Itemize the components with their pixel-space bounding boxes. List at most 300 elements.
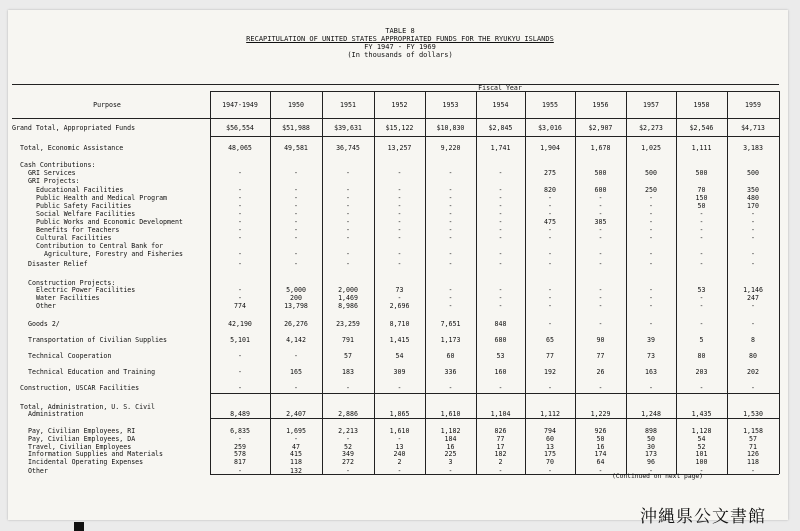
table-cell: 2,213 bbox=[338, 427, 358, 435]
row-label: Educational Facilities bbox=[36, 186, 124, 194]
table-cell: - bbox=[346, 234, 350, 242]
table-cell: 118 bbox=[747, 458, 759, 466]
table-cell: - bbox=[346, 384, 350, 392]
table-cell: 898 bbox=[645, 427, 657, 435]
table-cell: - bbox=[649, 320, 653, 328]
table-cell: - bbox=[294, 250, 298, 258]
row-label: GRI Projects: bbox=[28, 177, 80, 185]
table-cell: - bbox=[238, 286, 242, 294]
table-cell: 5 bbox=[699, 336, 704, 344]
table-cell: 49,581 bbox=[284, 144, 308, 152]
row-label: Other bbox=[36, 302, 56, 310]
table-cell: - bbox=[294, 384, 298, 392]
row-label: Contribution to Central Bank for bbox=[36, 242, 164, 250]
year-header: 1957 bbox=[643, 101, 659, 109]
table-cell: - bbox=[294, 234, 298, 242]
table-cell: 174 bbox=[594, 450, 607, 458]
table-cell: 60 bbox=[446, 352, 455, 360]
table-cell: 183 bbox=[342, 368, 354, 376]
table-cell: - bbox=[598, 226, 603, 234]
table-cell: - bbox=[699, 302, 704, 310]
table-cell: 70 bbox=[546, 458, 554, 466]
table-cell: $56,554 bbox=[226, 124, 254, 132]
table-cell: - bbox=[751, 320, 755, 328]
table-cell: 3,183 bbox=[743, 144, 763, 152]
table-cell: - bbox=[548, 260, 552, 268]
header-bottom-rule bbox=[12, 118, 779, 119]
table-cell: 8,986 bbox=[338, 302, 358, 310]
table-cell: - bbox=[699, 260, 704, 268]
table-cell: 192 bbox=[544, 368, 556, 376]
table-cell: - bbox=[548, 294, 552, 302]
table-cell: 90 bbox=[596, 336, 605, 344]
year-header: 1958 bbox=[693, 101, 710, 109]
table-cell: 1,530 bbox=[743, 410, 763, 418]
table-number: TABLE 8 bbox=[385, 27, 415, 35]
table-cell: 2 bbox=[397, 458, 402, 466]
table-cell: 52 bbox=[697, 443, 706, 451]
table-cell: 200 bbox=[290, 294, 302, 302]
table-cell: 65 bbox=[546, 336, 554, 344]
table-cell: - bbox=[699, 250, 704, 258]
row-label: Other bbox=[28, 467, 48, 475]
table-cell: - bbox=[498, 226, 503, 234]
table-cell: 23,259 bbox=[336, 320, 360, 328]
table-cell: 820 bbox=[544, 186, 556, 194]
table-cell: 350 bbox=[747, 186, 759, 194]
table-cell: - bbox=[238, 352, 242, 360]
table-cell: 7,651 bbox=[440, 320, 461, 328]
table-cell: $10,830 bbox=[436, 124, 465, 132]
table-cell: - bbox=[649, 218, 653, 226]
table-cell: 600 bbox=[594, 186, 607, 194]
table-cell: 160 bbox=[494, 368, 507, 376]
table-cell: - bbox=[699, 218, 704, 226]
table-cell: 170 bbox=[747, 202, 759, 210]
table-cell: 26,276 bbox=[284, 320, 308, 328]
table-cell: 309 bbox=[393, 368, 406, 376]
year-header: 1952 bbox=[391, 101, 408, 109]
table-cell: 848 bbox=[494, 320, 507, 328]
table-cell: 9,220 bbox=[440, 144, 461, 152]
table-cell: - bbox=[649, 250, 653, 258]
table-cell: 132 bbox=[290, 467, 302, 475]
row-label: GRI Services bbox=[28, 169, 76, 177]
table-cell: - bbox=[548, 250, 552, 258]
table-cell: 165 bbox=[290, 368, 302, 376]
table-cell: 2,407 bbox=[286, 410, 306, 418]
table-cell: - bbox=[751, 218, 755, 226]
table-cell: 182 bbox=[494, 450, 507, 458]
table-cell: - bbox=[498, 234, 503, 242]
row-label: Disaster Relief bbox=[28, 260, 88, 268]
table-cell: 54 bbox=[697, 435, 706, 443]
table-cell: - bbox=[397, 467, 402, 475]
table-cell: 1,104 bbox=[490, 410, 511, 418]
table-cell: 118 bbox=[290, 458, 302, 466]
table-cell: 42,190 bbox=[228, 320, 252, 328]
table-cell: - bbox=[294, 186, 298, 194]
table-cell: - bbox=[498, 286, 503, 294]
table-cell: - bbox=[649, 286, 653, 294]
table-cell: - bbox=[548, 302, 552, 310]
table-cell: $2,907 bbox=[588, 124, 613, 132]
table-cell: 5,101 bbox=[230, 336, 250, 344]
table-cell: 50 bbox=[697, 202, 706, 210]
table-cell: 60 bbox=[546, 435, 554, 443]
table-units: (In thousands of dollars) bbox=[347, 51, 453, 59]
row-label: Goods 2/ bbox=[28, 320, 60, 328]
table-cell: 202 bbox=[747, 368, 759, 376]
table-cell: 8,489 bbox=[230, 410, 250, 418]
table-cell: 16 bbox=[446, 443, 455, 451]
row-label: Cultural Facilities bbox=[36, 234, 112, 242]
table-cell: - bbox=[294, 210, 298, 218]
table-cell: - bbox=[448, 186, 453, 194]
year-header: 1959 bbox=[745, 101, 761, 109]
table-cell: - bbox=[448, 286, 453, 294]
table-cell: - bbox=[751, 302, 755, 310]
table-cell: 1,229 bbox=[590, 410, 611, 418]
table-cell: - bbox=[448, 169, 453, 177]
row-label: Public Health and Medical Program bbox=[36, 194, 168, 202]
table-cell: - bbox=[598, 286, 603, 294]
purpose-header: Purpose bbox=[93, 101, 121, 109]
row-label: Technical Education and Training bbox=[28, 368, 156, 376]
table-cell: - bbox=[649, 467, 653, 475]
table-cell: - bbox=[346, 226, 350, 234]
row-label: Construction Projects: bbox=[28, 279, 116, 287]
table-cell: - bbox=[238, 435, 242, 443]
row-label: Construction, USCAR Facilities bbox=[20, 384, 140, 392]
table-cell: - bbox=[397, 169, 402, 177]
table-cell: 8,710 bbox=[389, 320, 410, 328]
table-cell: - bbox=[448, 226, 453, 234]
table-cell: - bbox=[548, 320, 552, 328]
row-label: Technical Cooperation bbox=[28, 352, 112, 360]
table-cell: - bbox=[397, 218, 402, 226]
table-cell: - bbox=[397, 226, 402, 234]
table-cell: - bbox=[699, 234, 704, 242]
table-cell: - bbox=[548, 234, 552, 242]
table-cell: - bbox=[699, 226, 704, 234]
table-cell: - bbox=[397, 202, 402, 210]
table-cell: - bbox=[238, 210, 242, 218]
table-cell: - bbox=[397, 186, 402, 194]
year-header: 1947-1949 bbox=[222, 101, 258, 109]
table-cell: - bbox=[751, 250, 755, 258]
table-cell: - bbox=[548, 286, 552, 294]
table-cell: - bbox=[397, 194, 402, 202]
table-cell: 1,865 bbox=[389, 410, 410, 418]
table-cell: 826 bbox=[494, 427, 507, 435]
table-cell: 2,696 bbox=[389, 302, 410, 310]
table-cell: - bbox=[238, 202, 242, 210]
grand-total-rule bbox=[210, 136, 779, 137]
fiscal-year-label: Fiscal Year bbox=[478, 84, 522, 92]
table-cell: 64 bbox=[596, 458, 605, 466]
table-cell: - bbox=[649, 384, 653, 392]
table-cell: - bbox=[598, 202, 603, 210]
table-cell: 73 bbox=[647, 352, 655, 360]
table-cell: 16 bbox=[596, 443, 605, 451]
table-cell: 3 bbox=[448, 458, 453, 466]
table-cell: 53 bbox=[496, 352, 505, 360]
row-label: Administration bbox=[28, 410, 84, 418]
table-cell: - bbox=[238, 250, 242, 258]
table-cell: - bbox=[448, 384, 453, 392]
table-cell: 500 bbox=[645, 169, 657, 177]
table-cell: - bbox=[649, 234, 653, 242]
table-cell: 480 bbox=[747, 194, 759, 202]
table-cell: - bbox=[448, 202, 453, 210]
table-cell: - bbox=[699, 294, 704, 302]
table-cell: - bbox=[498, 302, 503, 310]
table-cell: 173 bbox=[645, 450, 657, 458]
table-cell: 50 bbox=[647, 435, 655, 443]
table-cell: 77 bbox=[546, 352, 554, 360]
table-cell: 13 bbox=[546, 443, 554, 451]
table-cell: 1,610 bbox=[389, 427, 410, 435]
table-cell: 500 bbox=[594, 169, 607, 177]
table-cell: - bbox=[294, 194, 298, 202]
table-cell: - bbox=[346, 194, 350, 202]
table-cell: 1,610 bbox=[440, 410, 461, 418]
table-cell: 1,128 bbox=[691, 427, 712, 435]
table-cell: 2,000 bbox=[338, 286, 358, 294]
archive-seal: 沖縄県公文書館 bbox=[640, 507, 766, 527]
row-label: Pay, Civilian Employees, DA bbox=[28, 435, 136, 443]
table-cell: 2 bbox=[498, 458, 503, 466]
row-label: Public Works and Economic Development bbox=[36, 218, 183, 226]
table-cell: - bbox=[751, 210, 755, 218]
table-cell: - bbox=[397, 294, 402, 302]
table-cell: - bbox=[649, 202, 653, 210]
table-cell: 225 bbox=[444, 450, 457, 458]
year-header: 1956 bbox=[592, 101, 609, 109]
table-cell: - bbox=[294, 169, 298, 177]
year-header: 1954 bbox=[492, 101, 509, 109]
table-cell: 77 bbox=[496, 435, 505, 443]
table-cell: $2,845 bbox=[488, 124, 513, 132]
table-cell: - bbox=[397, 234, 402, 242]
table-cell: 1,741 bbox=[490, 144, 511, 152]
table-cell: 57 bbox=[749, 435, 757, 443]
table-cell: - bbox=[598, 294, 603, 302]
table-cell: - bbox=[498, 186, 503, 194]
table-cell: 1,158 bbox=[743, 427, 763, 435]
table-cell: 48,065 bbox=[228, 144, 252, 152]
row-label: Benefits for Teachers bbox=[36, 226, 120, 234]
table-cell: 1,904 bbox=[540, 144, 560, 152]
table-cell: 101 bbox=[695, 450, 708, 458]
table-cell: - bbox=[649, 294, 653, 302]
table-cell: 52 bbox=[344, 443, 352, 451]
table-cell: - bbox=[397, 384, 402, 392]
table-cell: 4,142 bbox=[286, 336, 306, 344]
table-cell: - bbox=[448, 234, 453, 242]
table-cell: - bbox=[448, 302, 453, 310]
table-cell: 926 bbox=[594, 427, 607, 435]
table-cell: - bbox=[498, 384, 503, 392]
table-cell: 1,469 bbox=[338, 294, 358, 302]
table-cell: 100 bbox=[695, 458, 708, 466]
row-label: Total, Administration, U. S. Civil bbox=[20, 403, 155, 411]
table-cell: - bbox=[598, 384, 603, 392]
table-cell: - bbox=[346, 260, 350, 268]
table-cell: 415 bbox=[290, 450, 302, 458]
table-cell: - bbox=[448, 194, 453, 202]
table-cell: 163 bbox=[645, 368, 657, 376]
table-cell: 175 bbox=[544, 450, 556, 458]
table-cell: 26 bbox=[596, 368, 605, 376]
row-label: Grand Total, Appropriated Funds bbox=[12, 124, 136, 132]
table-cell: - bbox=[346, 186, 350, 194]
table-cell: - bbox=[498, 218, 503, 226]
table-cell: 1,025 bbox=[641, 144, 661, 152]
table-cell: 17 bbox=[496, 443, 505, 451]
table-cell: - bbox=[751, 226, 755, 234]
row-label: Travel, Civilian Employees bbox=[28, 443, 132, 451]
admin-total-rule bbox=[210, 418, 779, 419]
table-cell: - bbox=[598, 260, 603, 268]
table-cell: 150 bbox=[695, 194, 708, 202]
table-cell: 71 bbox=[749, 443, 757, 451]
table-cell: 77 bbox=[596, 352, 605, 360]
table-cell: - bbox=[498, 294, 503, 302]
table-cell: - bbox=[238, 234, 242, 242]
table-cell: 475 bbox=[544, 218, 556, 226]
table-cell: - bbox=[548, 384, 552, 392]
table-title: RECAPITULATION OF UNITED STATES APPROPRIATED FUNDS FOR THE RYUKYU ISLANDS bbox=[246, 35, 554, 43]
table-cell: - bbox=[238, 226, 242, 234]
table-cell: - bbox=[649, 210, 653, 218]
table-cell: 1,111 bbox=[691, 144, 712, 152]
table-cell: 70 bbox=[697, 186, 706, 194]
table-cell: 1,146 bbox=[743, 286, 763, 294]
row-label: Total, Economic Assistance bbox=[20, 144, 124, 152]
table-cell: - bbox=[346, 218, 350, 226]
table-cell: - bbox=[397, 210, 402, 218]
table-cell: $51,988 bbox=[282, 124, 310, 132]
table-cell: - bbox=[346, 467, 350, 475]
table-cell: 680 bbox=[494, 336, 507, 344]
table-cell: $3,016 bbox=[538, 124, 562, 132]
table-cell: - bbox=[498, 467, 503, 475]
corner-mark bbox=[74, 522, 84, 531]
year-header: 1950 bbox=[288, 101, 304, 109]
table-cell: 791 bbox=[342, 336, 354, 344]
table-cell: - bbox=[397, 260, 402, 268]
table-cell: - bbox=[751, 234, 755, 242]
table-cell: - bbox=[598, 302, 603, 310]
table-cell: 774 bbox=[234, 302, 246, 310]
table-cell: $15,122 bbox=[385, 124, 414, 132]
table-cell: 36,745 bbox=[336, 144, 360, 152]
table-cell: - bbox=[346, 169, 350, 177]
table-cell: 6,835 bbox=[230, 427, 250, 435]
table-cell: - bbox=[699, 320, 704, 328]
table-cell: - bbox=[649, 302, 653, 310]
table-cell: - bbox=[548, 210, 552, 218]
table-cell: - bbox=[598, 467, 603, 475]
table-cell: - bbox=[448, 260, 453, 268]
table-cell: 13 bbox=[395, 443, 404, 451]
table-cell: - bbox=[238, 384, 242, 392]
table-cell: 203 bbox=[695, 368, 708, 376]
table-cell: - bbox=[238, 169, 242, 177]
table-cell: - bbox=[238, 467, 242, 475]
table-cell: - bbox=[699, 210, 704, 218]
table-cell: 1,248 bbox=[641, 410, 661, 418]
row-label: Cash Contributions: bbox=[20, 161, 96, 169]
table-cell: 336 bbox=[444, 368, 457, 376]
table-cell: - bbox=[238, 294, 242, 302]
table-cell: - bbox=[598, 210, 603, 218]
row-label: Public Safety Facilities bbox=[36, 202, 132, 210]
table-cell: - bbox=[294, 435, 298, 443]
table-top-rule bbox=[12, 84, 779, 85]
table-cell: - bbox=[448, 218, 453, 226]
table-cell: - bbox=[346, 435, 350, 443]
table-cell: 57 bbox=[344, 352, 352, 360]
year-header: 1955 bbox=[542, 101, 558, 109]
table-cell: - bbox=[238, 194, 242, 202]
table-cell: 259 bbox=[234, 443, 246, 451]
table-cell: $2,273 bbox=[639, 124, 663, 132]
table-cell: - bbox=[649, 260, 653, 268]
table-cell: - bbox=[238, 218, 242, 226]
table-cell: - bbox=[699, 467, 704, 475]
table-cell: - bbox=[294, 352, 298, 360]
continued-note: (Continued on next page) bbox=[612, 473, 703, 480]
table-cell: 1,678 bbox=[590, 144, 611, 152]
table-cell: 73 bbox=[395, 286, 404, 294]
table-cell: - bbox=[238, 186, 242, 194]
table-cell: 1,415 bbox=[389, 336, 410, 344]
table-cell: 50 bbox=[596, 435, 605, 443]
table-cell: $39,631 bbox=[334, 124, 362, 132]
table-cell: - bbox=[751, 260, 755, 268]
row-label: Agriculture, Forestry and Fisheries bbox=[44, 250, 183, 258]
table-cell: - bbox=[751, 384, 755, 392]
table-cell: - bbox=[448, 467, 453, 475]
table-cell: 385 bbox=[594, 218, 607, 226]
table-cell: - bbox=[548, 467, 552, 475]
table-cell: - bbox=[346, 210, 350, 218]
table-cell: 54 bbox=[395, 352, 404, 360]
table-cell: 275 bbox=[544, 169, 556, 177]
table-cell: - bbox=[548, 202, 552, 210]
table-cell: $4,713 bbox=[741, 124, 765, 132]
table-cell: - bbox=[498, 194, 503, 202]
table-cell: 126 bbox=[747, 450, 759, 458]
table-cell: 96 bbox=[647, 458, 655, 466]
table-cell: 794 bbox=[544, 427, 556, 435]
table-cell: 272 bbox=[342, 458, 354, 466]
table-cell: 30 bbox=[647, 443, 655, 451]
table-cell: - bbox=[397, 435, 402, 443]
table-cell: - bbox=[294, 202, 298, 210]
table-cell: 349 bbox=[342, 450, 354, 458]
table-cell: - bbox=[598, 250, 603, 258]
table-cell: 240 bbox=[393, 450, 406, 458]
table-cell: - bbox=[397, 250, 402, 258]
table-cell: - bbox=[548, 226, 552, 234]
table-cell: 500 bbox=[695, 169, 708, 177]
year-header: 1953 bbox=[442, 101, 459, 109]
table-cell: 5,000 bbox=[286, 286, 306, 294]
